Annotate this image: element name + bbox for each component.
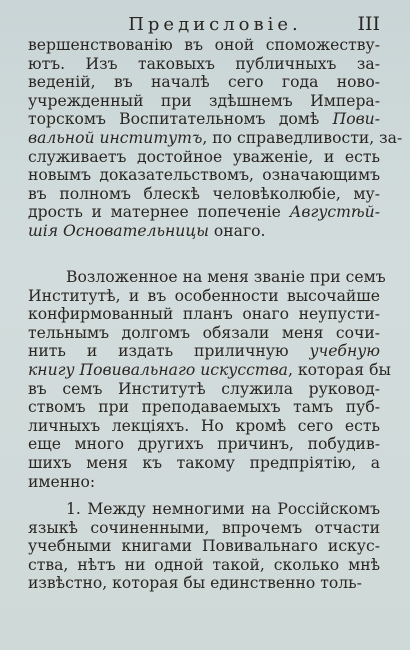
italic-term: вальной институтъ [28, 128, 203, 147]
italic-term: шія Основательницы [28, 221, 209, 240]
text-run: учрежденный при здѣшнемъ Импера- [28, 91, 380, 110]
text-run: шихъ меня къ такому предпріятію, а [28, 453, 380, 472]
text-run: еще много другихъ причинъ, побудив- [28, 435, 380, 454]
text-line [28, 148, 380, 167]
text-line [28, 110, 380, 129]
text-run: конфирмованный планъ онаго неупусти- [28, 305, 380, 324]
text-line [28, 36, 380, 55]
italic-term: Августѣй- [289, 203, 380, 222]
text-run: ства, нѣтъ ни одной такой, сколько мнѣ [28, 555, 380, 574]
text-run: личныхъ лекціяхъ. Но кромѣ сего есть [28, 416, 380, 435]
text-line [28, 268, 386, 287]
text-line [28, 417, 380, 436]
paragraph-3 [28, 500, 380, 593]
text-run: служиваетъ достойное уваженіе, и есть [28, 147, 380, 166]
text-line [28, 128, 403, 148]
text-line [28, 398, 380, 417]
text-run: , по справедливости, за- [202, 128, 403, 147]
text-line [28, 203, 380, 222]
text-run: , которая бы [287, 360, 391, 379]
text-line [28, 574, 380, 593]
text-line [28, 500, 380, 519]
text-run: веденій, въ началѣ сего года ново- [28, 73, 380, 92]
text-run: Возложенное на меня званіе при семъ [66, 268, 386, 286]
italic-term: книгу Повивальнаго искусства [28, 360, 288, 379]
page-header [0, 12, 410, 38]
text-run: торскомъ Воспитательномъ домѣ [28, 110, 333, 129]
text-line [28, 473, 380, 492]
text-run: нить и издать приличную [28, 342, 310, 361]
text-line [28, 435, 380, 454]
text-line [28, 287, 380, 306]
text-run: именно: [28, 472, 96, 491]
text-run: 1. Между немногими на Россійскомъ [66, 500, 380, 518]
text-line [28, 305, 380, 324]
text-line [28, 360, 391, 380]
text-line [28, 185, 380, 204]
text-line [28, 55, 380, 74]
text-run: дрость и матернее попеченіе [28, 203, 290, 222]
text-line [28, 222, 380, 241]
text-run: ствомъ при преподаваемыхъ тамъ пуб- [28, 398, 380, 417]
text-run: Институтѣ, и въ особенности высочайше [28, 286, 380, 305]
text-run: извѣстно, которая бы единственно толь- [28, 574, 362, 593]
text-run: языкѣ сочиненными, впрочемъ отчасти [28, 518, 380, 537]
text-run: ютъ. Изъ таковыхъ публичныхъ за- [28, 54, 380, 73]
text-run: онаго. [208, 221, 266, 240]
running-title: Предисловіе. [128, 14, 302, 35]
text-line [28, 556, 380, 575]
page-number: III [357, 13, 380, 35]
text-line [28, 92, 380, 111]
text-line [28, 166, 380, 185]
text-line [28, 519, 380, 538]
paragraph-1 [28, 36, 403, 241]
text-run: въ полномъ блескѣ человѣколюбіе, му- [28, 184, 380, 203]
italic-term: Пови- [332, 110, 380, 129]
italic-term: учебную [309, 342, 380, 361]
paragraph-2 [28, 268, 391, 491]
text-run: въ семъ Институтѣ служила руковод- [28, 379, 380, 398]
text-run: новымъ доказательствомъ, означающимъ [28, 166, 380, 185]
text-run: вершенствованію въ оной споможеству- [28, 36, 380, 54]
text-line [28, 73, 380, 92]
text-line [28, 537, 380, 556]
text-line [28, 324, 380, 343]
text-line [28, 342, 380, 361]
text-run: учебными книгами Повивальнаго искус- [28, 537, 380, 556]
text-line [28, 454, 380, 473]
text-line [28, 380, 380, 399]
text-run: тельнымъ долгомъ обязали меня сочи- [28, 323, 380, 342]
